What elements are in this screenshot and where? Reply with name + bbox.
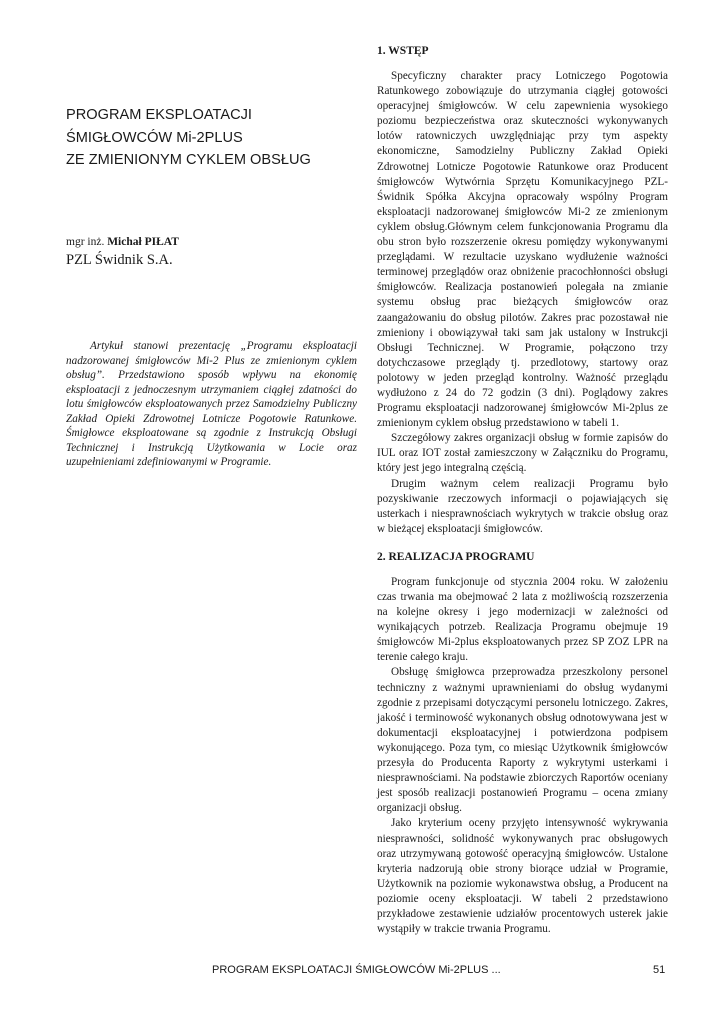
title-line-1: PROGRAM EKSPLOATACJI bbox=[66, 107, 252, 123]
running-title: PROGRAM EKSPLOATACJI ŚMIGŁOWCÓW Mi-2PLUS ... bbox=[212, 964, 501, 976]
article-title bbox=[66, 104, 356, 172]
author-line bbox=[66, 235, 356, 250]
abstract: Artykuł stanowi prezentację „Programu eksploatacji nadzorowanej śmigłowców Mi-2 Plus ze zmienionym cyklem obsług”. Przedstawiono sposób wpływu na ekonomię eksploatacji z jednoczesnym utrzymaniem ciągłej zdatności do lotu śmigłowców eksploatowanych przez Samodzielny Publiczny Zakład Opieki Zdrowotnej Lotnicze Pogotowie Ratunkowe. Śmigłowce eksploatowane są zgodnie z Instrukcją Obsługi Technicznej i Instrukcją Użytkowania w Locie oraz uzupełnieniami zdefiniowanymi w Programie. bbox=[66, 340, 357, 468]
author-name: Michał PIŁAT bbox=[107, 236, 179, 248]
author-prefix: mgr inż. bbox=[66, 236, 105, 248]
title-line-3: ZE ZMIENIONYM CYKLEM OBSŁUG bbox=[66, 152, 311, 168]
realization-paragraph-3: Jako kryterium oceny przyjęto intensywność wykrywania niesprawności, solidność wykonywanych prac obsługowych oraz utrzymywaną gotowość operacyjną śmigłowców. Ustalone kryteria nadzorują obie strony biorące udział w Programie, Użytkownik na poziomie wykonawstwa obsług, a Producent na poziomie oceny eksploatacji. W tabeli 2 przedstawiono przykładowe zestawienie udziałów procentowych usterek jakie wystąpiły w trakcie trwania Programu. bbox=[377, 817, 668, 936]
section-heading-intro: 1. WSTĘP bbox=[377, 45, 429, 57]
section-heading-realization: 2. REALIZACJA PROGRAMU bbox=[377, 550, 535, 563]
author-affiliation: PZL Świdnik S.A. bbox=[66, 252, 173, 268]
intro-paragraph-3: Drugim ważnym celem realizacji Programu było pozyskiwanie rzeczowych informacji o pojawiających się usterkach i niesprawnościach wykrytych w trakcie obsług oraz w bieżącej eksploatacji śmigłowców. bbox=[377, 477, 668, 535]
realization-paragraph-2: Obsługę śmigłowca przeprowadza przeszkolony personel techniczny z ważnymi uprawnieniami do obsług wydanymi zgodnie z przepisami dotyczącymi personelu lotniczego. Zakres, jakość i terminowość wykonanych obsług odnotowywana jest w dokumentacji eksploatacyjnej i potwierdzona podpisem wykonującego. Poza tym, co miesiąc Użytkownik śmigłowców przesyła do Producenta Raporty z wykrytymi usterkami i niesprawnościami. Na podstawie zbiorczych Raportów oceniany jest sposób realizacji postanowień Programu – ocena zmiany organizacji obsług. bbox=[377, 666, 668, 815]
title-line-2: ŚMIGŁOWCÓW Mi-2PLUS bbox=[66, 129, 243, 146]
author-block bbox=[66, 235, 356, 269]
right-column bbox=[377, 44, 668, 937]
realization-paragraph-1: Program funkcjonuje od stycznia 2004 roku. W założeniu czas trwania ma obejmować 2 lata z możliwością rozszerzenia na kolejne okresy i jego modernizacji w zależności od wynikających potrzeb. Realizacja Programu obejmuje 19 śmigłowców Mi-2plus eksploatowanych przez SP ZOZ LPR na terenie całego kraju. bbox=[377, 575, 668, 664]
intro-paragraph-2: Szczegółowy zakres organizacji obsług w formie zapisów do IUL oraz IOT został zamieszczony w Załączniku do Programu, który jest jego integralną częścią. bbox=[377, 432, 668, 475]
intro-paragraph-1: Specyficzny charakter pracy Lotniczego Pogotowia Ratunkowego zobowiązuje do utrzymania ciągłej gotowości operacyjnej śmigłowców. W celu zapewnienia wysokiego poziomu bezpieczeństwa oraz skuteczności wykonywanych lotów ratowniczych uwzględniając przy tym aspekty ekonomiczne, Samodzielny Publiczny Zakład Opieki Zdrowotnej Lotnicze Pogotowie Ratunkowe oraz Producent śmigłowców Wytwórnia Sprzętu Komunikacyjnego PZL-Świdnik Spółka Akcyjna opracowały wspólny Program eksploatacji nadzorowanej śmigłowców Mi-2 ze zmienionym cyklem obsług.Głównym celem funkcjonowania Programu dla obu stron było rozszerzenie okresu pomiędzy wykonywanymi przeglądami. W rezultacie uzyskano wydłużenie ważności terminowej przeglądów oraz obniżenie pracochłonności obsługi śmigłowców. Realizacja postanowień polegała na zmianie systemu obsług prac bieżących śmigłowców oraz zaangażowaniu do obsług pilotów. Zakres prac pozostawał nie zmieniony i obowiązywał taki sam jak ustalony w Instrukcji Obsługi Technicznej. W Programie, połączono trzy dotychczasowe przeglądy tj. przedlotowy, startowy oraz polotowy w jeden przegląd kontrolny. Ważność przeglądu wydłużono z 24 do 72 godzin (3 dni). Poglądowy zakres Programu eksploatacji nadzorowanej śmigłowców Mi-2plus ze zmienionym cyklem obsług przedstawiono w tabeli 1. bbox=[377, 70, 668, 430]
page-number: 51 bbox=[653, 964, 666, 976]
